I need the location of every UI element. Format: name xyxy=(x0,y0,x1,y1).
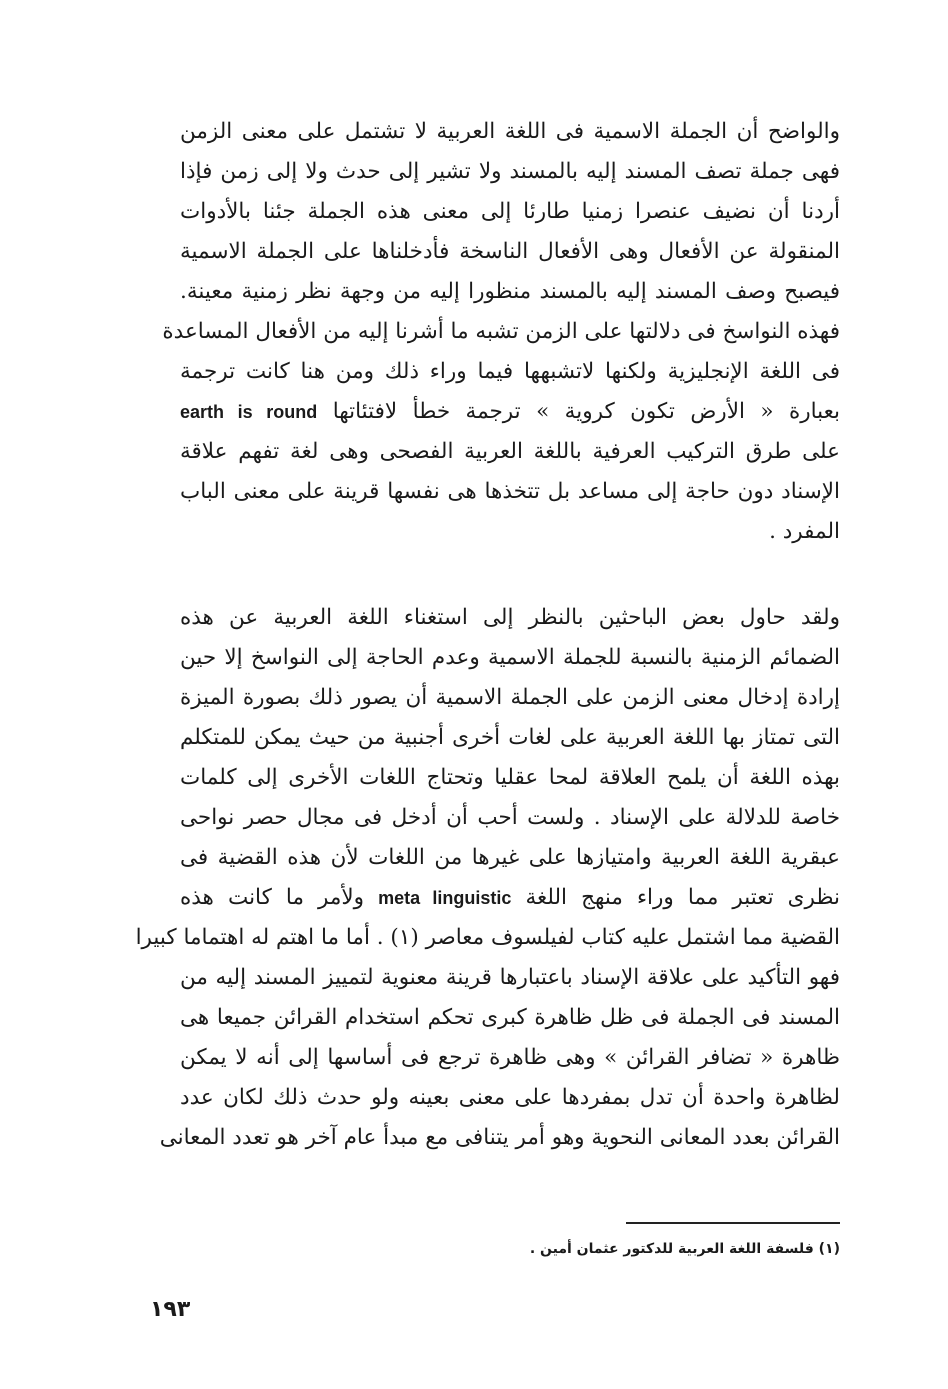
paragraph-line: لظاهرة واحدة أن تدل بمفردها على معنى بعينه ولو حدث ذلك لكان عدد xyxy=(180,1085,840,1110)
paragraph-line: والواضح أن الجملة الاسمية فى اللغة العربية لا تشتمل على معنى الزمن xyxy=(180,119,840,144)
paragraph-line: فى اللغة الإنجليزية ولكنها لاتشبهها فيما وراء ذلك ومن هنا كانت ترجمة xyxy=(180,359,840,384)
page-number: ١٩٣ xyxy=(150,1297,191,1322)
paragraph-line: الضمائم الزمنية بالنسبة للجملة الاسمية وعدم الحاجة إلى النواسخ إلا حين xyxy=(180,645,840,670)
paragraph-line: المفرد . xyxy=(769,519,840,544)
paragraph-line: القرائن بعدد المعانى النحوية وهو أمر يتنافى مع مبدأ عام آخر هو تعدد المعانى xyxy=(159,1125,840,1150)
paragraph-line: التى تمتاز بها اللغة العربية على لغات أخرى أجنبية من حيث يمكن للمتكلم xyxy=(180,725,840,750)
footnote: (١) فلسفة اللغة العربية للدكتور عثمان أمين . xyxy=(529,1241,840,1257)
paragraph-line-mixed xyxy=(180,392,840,432)
paragraph-line: المنقولة عن الأفعال وهى الأفعال الناسخة فأدخلناها على الجملة الاسمية xyxy=(180,239,840,264)
paragraph-line: خاصة للدلالة على الإسناد . ولست أحب أن أدخل فى مجال حصر نواحى xyxy=(180,805,840,830)
paragraph-line: فهذه النواسخ فى دلالتها على الزمن تشبه ما أشرنا إليه من الأفعال المساعدة xyxy=(162,319,840,344)
english-phrase: earth is round xyxy=(180,402,318,422)
paragraph-line: المسند فى الجملة فى ظل ظاهرة كبرى تحكم استخدام القرائن جميعا هى xyxy=(180,1005,840,1030)
paragraph-line-mixed xyxy=(180,878,840,918)
paragraph-line: أردنا أن نضيف عنصرا زمنيا طارئا إلى معنى هذه الجملة جئنا بالأدوات xyxy=(180,199,840,224)
paragraph-line: فهى جملة تصف المسند إليه بالمسند ولا تشير إلى حدث ولا إلى زمن فإذا xyxy=(180,159,840,184)
paragraph-line: فيصبح وصف المسند إليه بالمسند منظورا إليه من وجهة نظر زمنية معينة. xyxy=(180,279,840,304)
line-arabic-segment: نظرى تعتبر مما وراء منهج اللغة xyxy=(525,885,840,910)
line-arabic-segment: بعبارة « الأرض تكون كروية » ترجمة خطأ لافتئاتها xyxy=(332,399,841,424)
line-arabic-segment: ولأمر ما كانت هذه xyxy=(180,885,365,910)
paragraph-line: بهذه اللغة أن يلمح العلاقة لمحا عقليا وتحتاج اللغات الأخرى إلى كلمات xyxy=(180,765,840,790)
paragraph-line: ولقد حاول بعض الباحثين بالنظر إلى استغناء اللغة العربية عن هذه xyxy=(180,605,840,630)
paragraph-line: عبقرية اللغة العربية وامتيازها على غيرها من اللغات لأن هذه القضية فى xyxy=(180,845,840,870)
paragraph-line: ظاهرة « تضافر القرائن » وهى ظاهرة ترجع فى أساسها إلى أنه لا يمكن xyxy=(180,1045,840,1070)
paragraph-2 xyxy=(135,598,840,1158)
paragraph-line: القضية مما اشتمل عليه كتاب لفيلسوف معاصر (١) . أما ما اهتم له اهتماما كبيرا xyxy=(135,925,840,950)
paragraph-line: الإسناد دون حاجة إلى مساعد بل تتخذها هى نفسها قرينة على معنى الباب xyxy=(180,479,840,504)
english-phrase: meta linguistic xyxy=(378,888,512,908)
paragraph-line: فهو التأكيد على علاقة الإسناد باعتبارها قرينة معنوية لتمييز المسند إليه من xyxy=(180,965,840,990)
paragraph-line: على طرق التركيب العرفية باللغة العربية الفصحى وهى لغة تفهم علاقة xyxy=(180,439,840,464)
paragraph-1 xyxy=(162,112,841,552)
footnote-divider xyxy=(626,1222,840,1224)
paragraph-line: إرادة إدخال معنى الزمن على الجملة الاسمية أن يصور ذلك بصورة الميزة xyxy=(180,685,840,710)
